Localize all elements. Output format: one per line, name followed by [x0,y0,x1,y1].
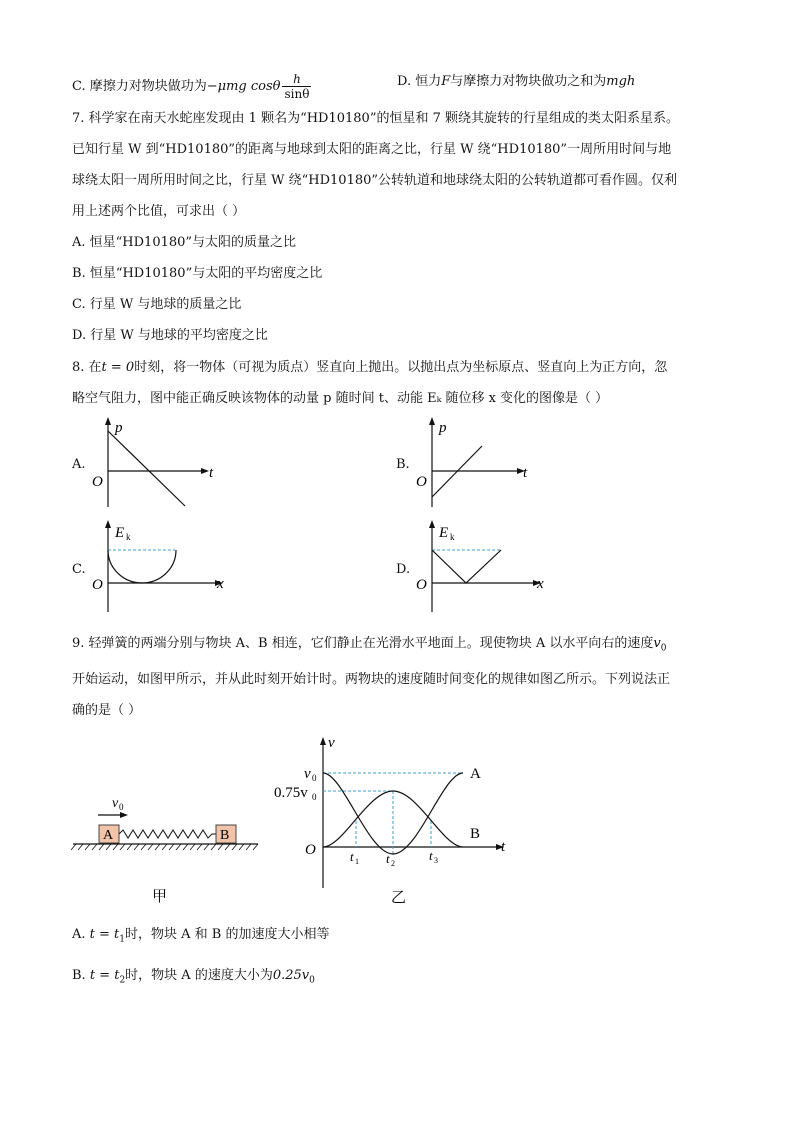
yi-caption: 乙 [391,890,407,906]
q8-d-xaxis-label: x [537,576,544,592]
q8-c-origin: O [92,577,103,593]
q8-a-yaxis-label: p [115,420,123,436]
q8-graph-d [409,512,559,620]
q6-option-d [397,72,635,92]
q8-t0: t = 0 [101,360,135,375]
q8-graph-c [85,512,235,620]
q7-option-c: C. 行星 W 与地球的质量之比 [72,297,242,312]
q9-option-a-prefix: A. [72,927,90,942]
q9-figure-yi [268,730,528,910]
q7-line-2: 已知行星 W 到“HD10180”的距离与地球到太阳的距离之比，行星 W 绕“HD10180”一周所用时间与地 [72,142,672,157]
yi-v075-label: 0.75v [274,785,308,801]
q9-line-1 [72,634,667,659]
q8-c-xaxis-label: x [217,576,224,592]
q8-c-yaxis-label: E [115,525,125,541]
q8-b-xaxis-label: t [523,465,528,481]
q9-option-b-v: 0.25v [272,968,310,983]
q8-graph-b-label: B. [396,457,410,472]
q9-line-1a: 9. 轻弹簧的两端分别与物块 A、B 相连，它们静止在光滑水平地面上。现使物块 A 以水平向右的速度 [72,636,654,651]
q7-option-d: D. 行星 W 与地球的平均密度之比 [72,328,268,343]
q8-c-yaxis-sub: k [126,532,131,542]
q9-option-b-vsub: 0 [309,975,315,986]
q9-option-a-text: 时，物块 A 和 B 的加速度大小相等 [125,927,330,942]
jia-v-label: v [112,796,119,811]
yi-t1-label: t [350,849,354,864]
q7-line-4: 用上述两个比值，可求出（ ） [72,204,246,219]
q9-line-3: 确的是（ ） [72,703,142,718]
q6-option-d-expr: mgh [606,74,636,89]
ground-hatch [71,844,258,850]
q9-option-a-t: t = t [89,927,120,942]
q8-graph-d-label: D. [396,562,411,577]
q8-d-yaxis-label: E [439,525,449,541]
q8-b-yaxis-label: p [439,420,447,436]
q6-option-d-mid: 与摩擦力对物块做功之和为 [450,74,607,89]
q9-option-b-text: 时，物块 A 的速度大小为 [125,968,273,983]
yi-t2-label: t [386,851,390,866]
q9-option-a-tsub: 1 [119,934,125,945]
q8-graph-c-label: C. [72,562,86,577]
q8-line-1 [72,358,667,378]
yi-v0-sub: 0 [312,773,317,783]
fraction-numerator: h [282,72,311,87]
q7-line-1: 7. 科学家在南天水蛇座发现由 1 颗名为“HD10180”的恒星和 7 颗绕其旋转的行星组成的类太阳系星系。 [72,111,680,126]
q9-line-2: 开始运动，如图甲所示，并从此时刻开始计时。两物块的速度随时间变化的规律如图乙所示。下列说法正 [72,672,671,687]
yi-origin: O [305,842,316,858]
q9-v0: v [653,636,661,651]
q7-option-a: A. 恒星“HD10180”与太阳的质量之比 [72,235,297,250]
yi-t3-sub: 3 [434,856,438,865]
q8-line-1a: 8. 在 [72,360,102,375]
yi-v075-sub: 0 [312,792,317,802]
q8-a-xaxis-label: t [209,465,214,481]
q8-graph-a [85,415,235,515]
spring [119,830,216,838]
block-a-label: A [103,828,114,843]
yi-xaxis-label: t [501,839,506,855]
yi-v0-label: v [304,766,311,782]
q6-option-d-F: F [441,74,451,89]
q9-option-b [72,966,315,991]
yi-curve-b-label: B [470,826,481,842]
q8-line-2: 略空气阻力，图中能正确反映该物体的动量 p 随时间 t、动能 Eₖ 随位移 x 变化的图像是（ ） [72,391,609,406]
q6-option-d-text: D. 恒力 [397,74,442,89]
q7-line-3: 球绕太阳一周所用时间之比，行星 W 绕“HD10180”公转轨道和地球绕太阳的公转轨道都可看作圆。仅利 [72,173,678,188]
yi-t3-label: t [429,848,433,863]
q9-option-b-t: t = t [89,968,120,983]
jia-v-sub: 0 [119,802,124,812]
q6-option-c-expr: −μmg cosθ [206,79,281,94]
yi-yaxis-label: v [328,735,335,751]
q9-option-b-tsub: 2 [119,975,126,986]
q9-option-b-prefix: B. [72,968,90,983]
q9-option-a [72,925,329,950]
jia-caption: 甲 [152,889,168,905]
q8-graph-a-label: A. [72,457,86,472]
q9-v0-sub: 0 [660,643,667,654]
yi-t2-sub: 2 [391,859,395,868]
q8-b-origin: O [416,474,427,490]
q7-option-b: B. 恒星“HD10180”与太阳的平均密度之比 [72,266,323,281]
yi-curve-a-label: A [470,766,481,782]
yi-t1-sub: 1 [355,857,359,866]
block-b-label: B [220,828,230,843]
q8-a-origin: O [92,474,103,490]
q8-d-yaxis-sub: k [450,532,455,542]
fraction [282,72,311,101]
q6-option-c [72,72,311,101]
q6-option-c-text: C. 摩擦力对物块做功为 [72,79,207,94]
q9-figure-jia [68,790,268,908]
q8-d-origin: O [416,577,427,593]
fraction-denominator: sinθ [284,87,310,101]
q8-graph-b [409,415,559,515]
q8-line-1b: 时刻，将一物体（可视为质点）竖直向上抛出。以抛出点为坐标原点、竖直向上为正方向，忽 [134,360,668,375]
